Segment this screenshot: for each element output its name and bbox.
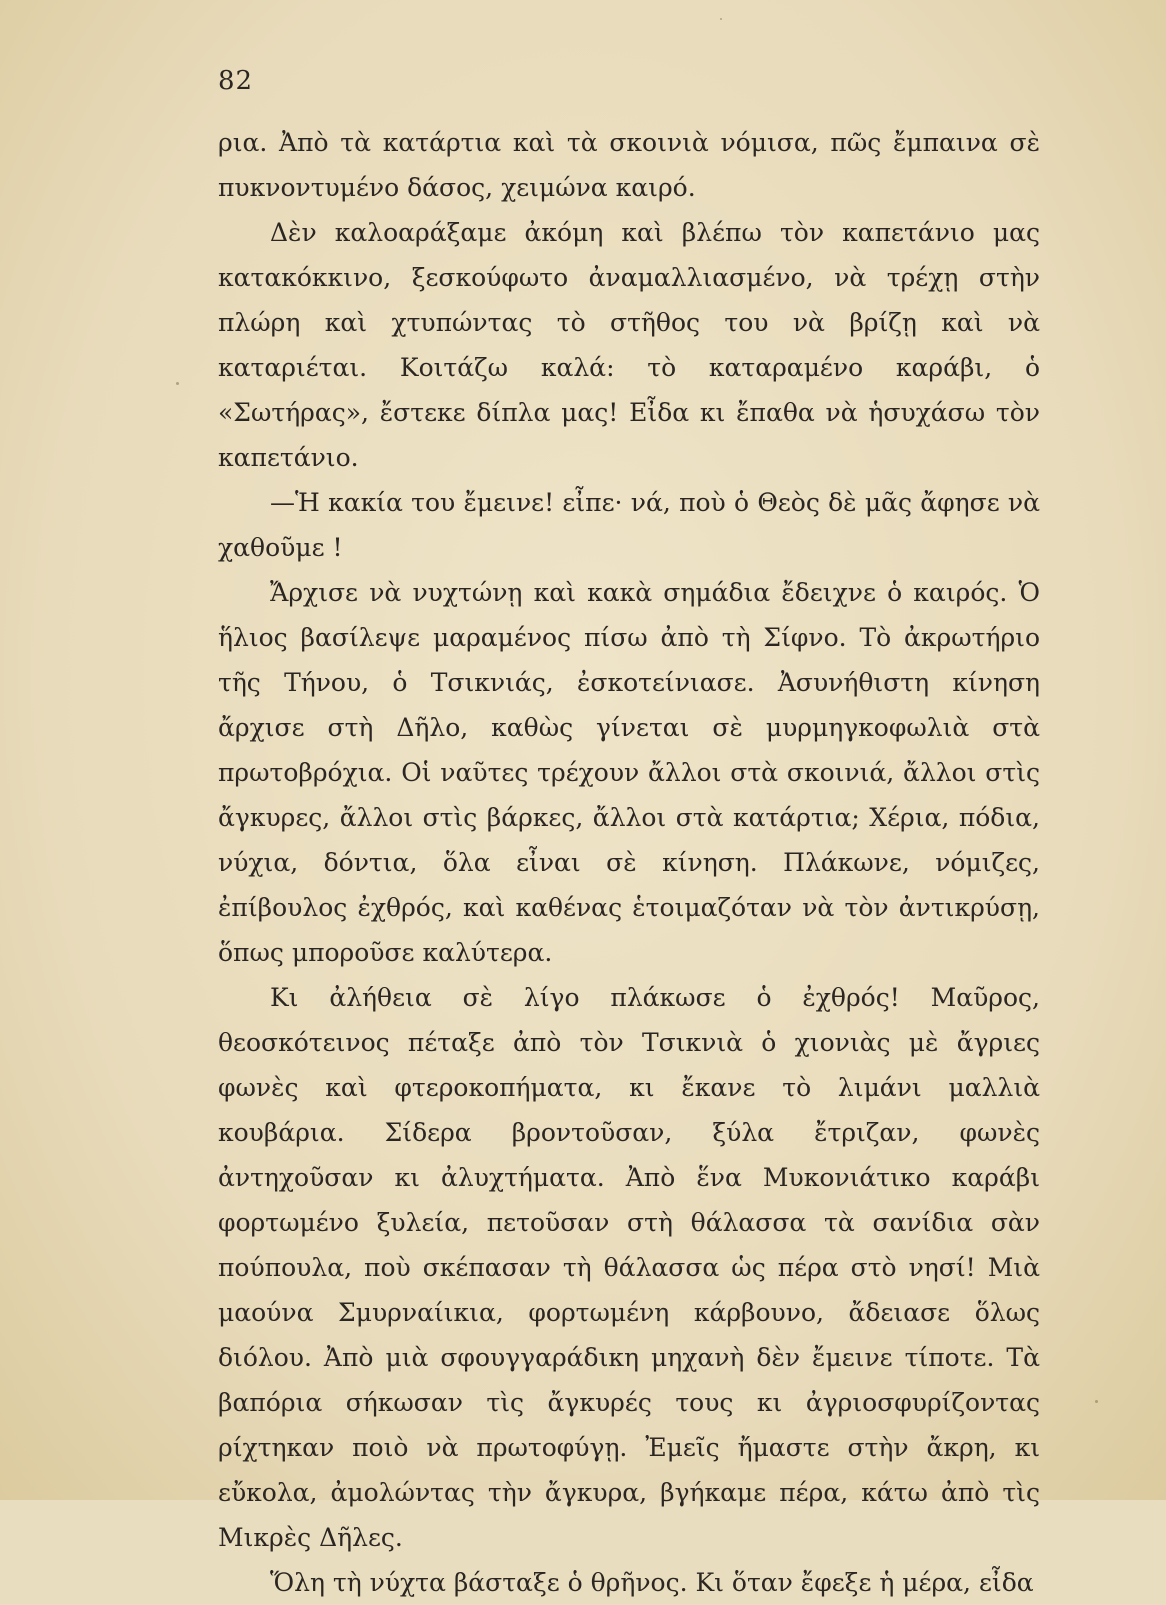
- paragraph: Ἄρχισε νὰ νυχτώνῃ καὶ κακὰ σημάδια ἔδειχνε ὁ καιρός. Ὁ ἥλιος βασίλεψε μαραμένος πίσω ἀπὸ τὴ Σίφνο. Τὸ ἀκρωτήριο τῆς Τήνου, ὁ Τσικνιάς, ἐσκοτείνιασε. Ἀσυνήθιστη κίνηση ἄρχισε στὴ Δῆλο, καθὼς γίνεται σὲ μυρμηγκοφωλιὰ στὰ πρωτοβρόχια. Οἱ ναῦτες τρέχουν ἄλλοι στὰ σκοινιά, ἄλλοι στὶς ἄγκυρες, ἄλλοι στὶς βάρκες, ἄλλοι στὰ κατάρτια; Χέρια, πόδια, νύχια, δόντια, ὅλα εἶναι σὲ κίνηση. Πλάκωνε, νόμιζες, ἐπίβουλος ἐχθρός, καὶ καθένας ἑτοιμαζόταν νὰ τὸν ἀντικρύσῃ, ὅπως μποροῦσε καλύτερα.: [218, 578, 1040, 967]
- page-number: 82: [218, 66, 254, 96]
- paragraph: Κι ἀλήθεια σὲ λίγο πλάκωσε ὁ ἐχθρός! Μαῦρος, θεοσκότεινος πέταξε ἀπὸ τὸν Τσικνιὰ ὁ χιονιὰς μὲ ἄγριες φωνὲς καὶ φτεροκοπήματα, κι ἔκανε τὸ λιμάνι μαλλιὰ κουβάρια. Σίδερα βροντοῦσαν, ξύλα ἔτριζαν, φωνὲς ἀντηχοῦσαν κι ἀλυχτήματα. Ἀπὸ ἕνα Μυκονιάτικο καράβι φορτωμένο ξυλεία, πετοῦσαν στὴ θάλασσα τὰ σανίδια σὰν πούπουλα, ποὺ σκέπασαν τὴ θάλασσα ὡς πέρα στὸ νησί! Μιὰ μαούνα Σμυρναίικια, φορτωμένη κάρβουνο, ἄδειασε ὅλως διόλου. Ἀπὸ μιὰ σφουγγαράδικη μηχανὴ δὲν ἔμεινε τίποτε. Τὰ βαπόρια σήκωσαν τὶς ἄγκυρές τους κι ἀγριοσφυρίζοντας ρίχτηκαν ποιὸ νὰ πρωτοφύγῃ. Ἐμεῖς ἤμαστε στὴν ἄκρη, κι εὔκολα, ἀμολώντας τὴν ἄγκυρα, βγήκαμε πέρα, κάτω ἀπὸ τὶς Μικρὲς Δῆλες.: [218, 983, 1040, 1552]
- paragraph: —Ἡ κακία του ἔμεινε! εἶπε· νά, ποὺ ὁ Θεὸς δὲ μᾶς ἄφησε νὰ χαθοῦμε !: [218, 488, 1040, 562]
- page-body-text: [218, 120, 1040, 1605]
- paper-speck: [176, 382, 179, 385]
- paper-speck: [720, 18, 722, 20]
- paragraph: Δὲν καλοαράξαμε ἀκόμη καὶ βλέπω τὸν καπετάνιο μας κατακόκκινο, ξεσκούφωτο ἀναμαλλιασμένο, νὰ τρέχῃ στὴν πλώρη καὶ χτυπώντας τὸ στῆθος του νὰ βρίζῃ καὶ νὰ καταριέται. Κοιτάζω καλά: τὸ καταραμένο καράβι, ὁ «Σωτήρας», ἔστεκε δίπλα μας! Εἶδα κι ἔπαθα νὰ ἡσυχάσω τὸν καπετάνιο.: [218, 218, 1040, 472]
- paper-speck: [1095, 1400, 1098, 1403]
- paragraph: ρια. Ἀπὸ τὰ κατάρτια καὶ τὰ σκοινιὰ νόμισα, πῶς ἔμπαινα σὲ πυκνοντυμένο δάσος, χειμώνα καιρό.: [218, 128, 1040, 202]
- paragraph: Ὅλη τὴ νύχτα βάσταξε ὁ θρῆνος. Κι ὅταν ἔφεξε ἡ μέρα, εἶδα: [270, 1568, 1034, 1597]
